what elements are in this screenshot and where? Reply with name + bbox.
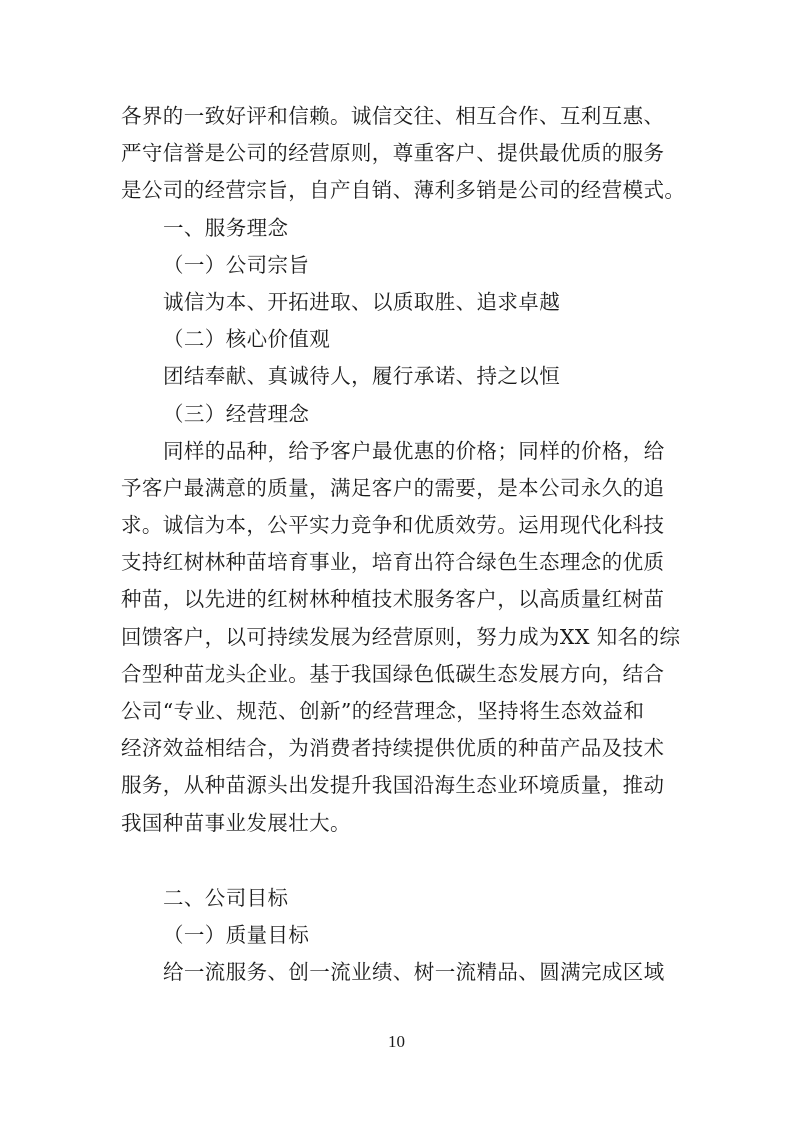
- text-line: 种苗，以先进的红树林种植技术服务客户，以高质量红树苗: [121, 587, 665, 612]
- page-number: 10: [388, 1032, 405, 1051]
- text-line: 服务，从种苗源头出发提升我国沿海生态业环境质量，推动: [121, 773, 665, 798]
- text-line: 合型种苗龙头企业。基于我国绿色低碳生态发展方向，结合: [121, 661, 665, 686]
- text-line: 严守信誉是公司的经营原则，尊重客户、提供最优质的服务: [121, 141, 665, 166]
- text-line: 回馈客户，以可持续发展为经营原则，努力成为XX 知名的综: [121, 624, 681, 649]
- section-heading-company-goals: 二、公司目标: [163, 885, 289, 910]
- text-line: 是公司的经营宗旨，自产自销、薄利多销是公司的经营模式。: [121, 178, 686, 203]
- subheading-core-values: （二）核心价值观: [163, 327, 331, 352]
- text-line: 予客户最满意的质量，满足客户的需要，是本公司永久的追: [121, 475, 665, 500]
- subheading-quality-goal: （一）质量目标: [163, 922, 310, 947]
- text-line: 各界的一致好评和信赖。诚信交往、相互合作、互利互惠、: [121, 104, 665, 128]
- text-line: 支持红树林种苗培育事业，培育出符合绿色生态理念的优质: [121, 550, 665, 575]
- text-line: 公司“专业、规范、创新”的经营理念，坚持将生态效益和: [121, 699, 645, 723]
- body-text: [121, 98, 686, 991]
- text-line: 给一流服务、创一流业绩、树一流精品、圆满完成区域: [163, 960, 665, 985]
- paragraph-first-line: 同样的品种，给予客户最优惠的价格；同样的价格，给: [163, 438, 665, 463]
- text-line: 求。诚信为本，公平实力竞争和优质效劳。运用现代化科技: [121, 513, 665, 538]
- section-heading-service-philosophy: 一、服务理念: [163, 215, 289, 240]
- text-line: 我国种苗事业发展壮大。: [121, 810, 351, 835]
- text-line: 诚信为本、开拓进取、以质取胜、追求卓越: [163, 289, 561, 314]
- text-line: 经济效益相结合，为消费者持续提供优质的种苗产品及技术: [121, 736, 665, 761]
- blank-line: [121, 842, 681, 880]
- text-line: 团结奉献、真诚待人，履行承诺、持之以恒: [163, 364, 561, 389]
- subheading-company-purpose: （一）公司宗旨: [163, 252, 310, 277]
- subheading-business-philosophy: （三）经营理念: [163, 401, 310, 426]
